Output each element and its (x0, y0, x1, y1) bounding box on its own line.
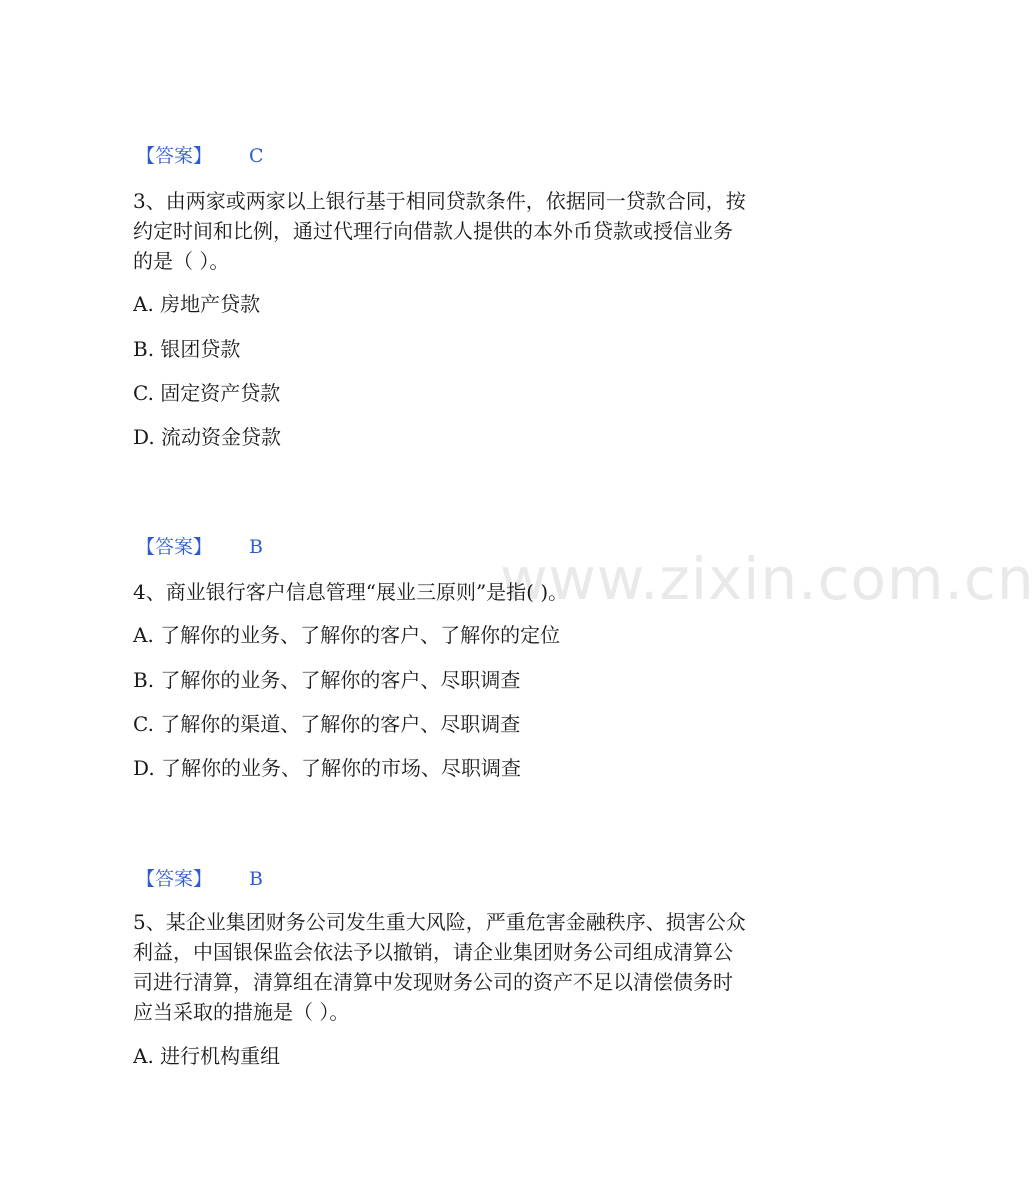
question-4-option-d: D. 了解你的业务、了解你的市场、尽职调查 (133, 756, 522, 780)
question-3-option-b: B. 银团贷款 (133, 337, 241, 361)
question-5-option-a: A. 进行机构重组 (133, 1044, 281, 1068)
answer-line (136, 534, 263, 560)
answer-value: C (249, 145, 264, 167)
question-3-line-1: 3、由两家或两家以上银行基于相同贷款条件，依据同一贷款合同，按 (133, 189, 746, 213)
question-3-option-d: D. 流动资金贷款 (133, 425, 282, 449)
answer-value: B (249, 868, 263, 890)
answer-label: 【答案】 (136, 868, 213, 890)
question-5-line-2: 利益，中国银保监会依法予以撤销，请企业集团财务公司组成清算公 (133, 940, 733, 964)
question-4-option-b: B. 了解你的业务、了解你的客户、尽职调查 (133, 668, 521, 692)
answer-label: 【答案】 (136, 145, 213, 167)
question-3-option-c: C. 固定资产贷款 (133, 381, 281, 405)
question-5-line-4: 应当采取的措施是（ ）。 (133, 1000, 350, 1024)
question-5-line-1: 5、某企业集团财务公司发生重大风险，严重危害金融秩序、损害公众 (133, 910, 746, 934)
question-3-option-a: A. 房地产贷款 (133, 292, 261, 316)
question-3-line-3: 的是（ ）。 (133, 249, 230, 273)
question-4-line-1: 4、商业银行客户信息管理“展业三原则”是指( )。 (133, 580, 569, 604)
question-4-option-a: A. 了解你的业务、了解你的客户、了解你的定位 (133, 623, 561, 647)
answer-value: B (249, 536, 263, 558)
question-4-option-c: C. 了解你的渠道、了解你的客户、尽职调查 (133, 712, 521, 736)
answer-line (136, 866, 263, 892)
answer-line (136, 143, 264, 169)
question-3-line-2: 约定时间和比例，通过代理行向借款人提供的本外币贷款或授信业务 (133, 219, 733, 243)
answer-label: 【答案】 (136, 536, 213, 558)
question-5-line-3: 司进行清算，清算组在清算中发现财务公司的资产不足以清偿债务时 (133, 970, 733, 994)
watermark: www.zixin.com.cn (500, 545, 1035, 613)
